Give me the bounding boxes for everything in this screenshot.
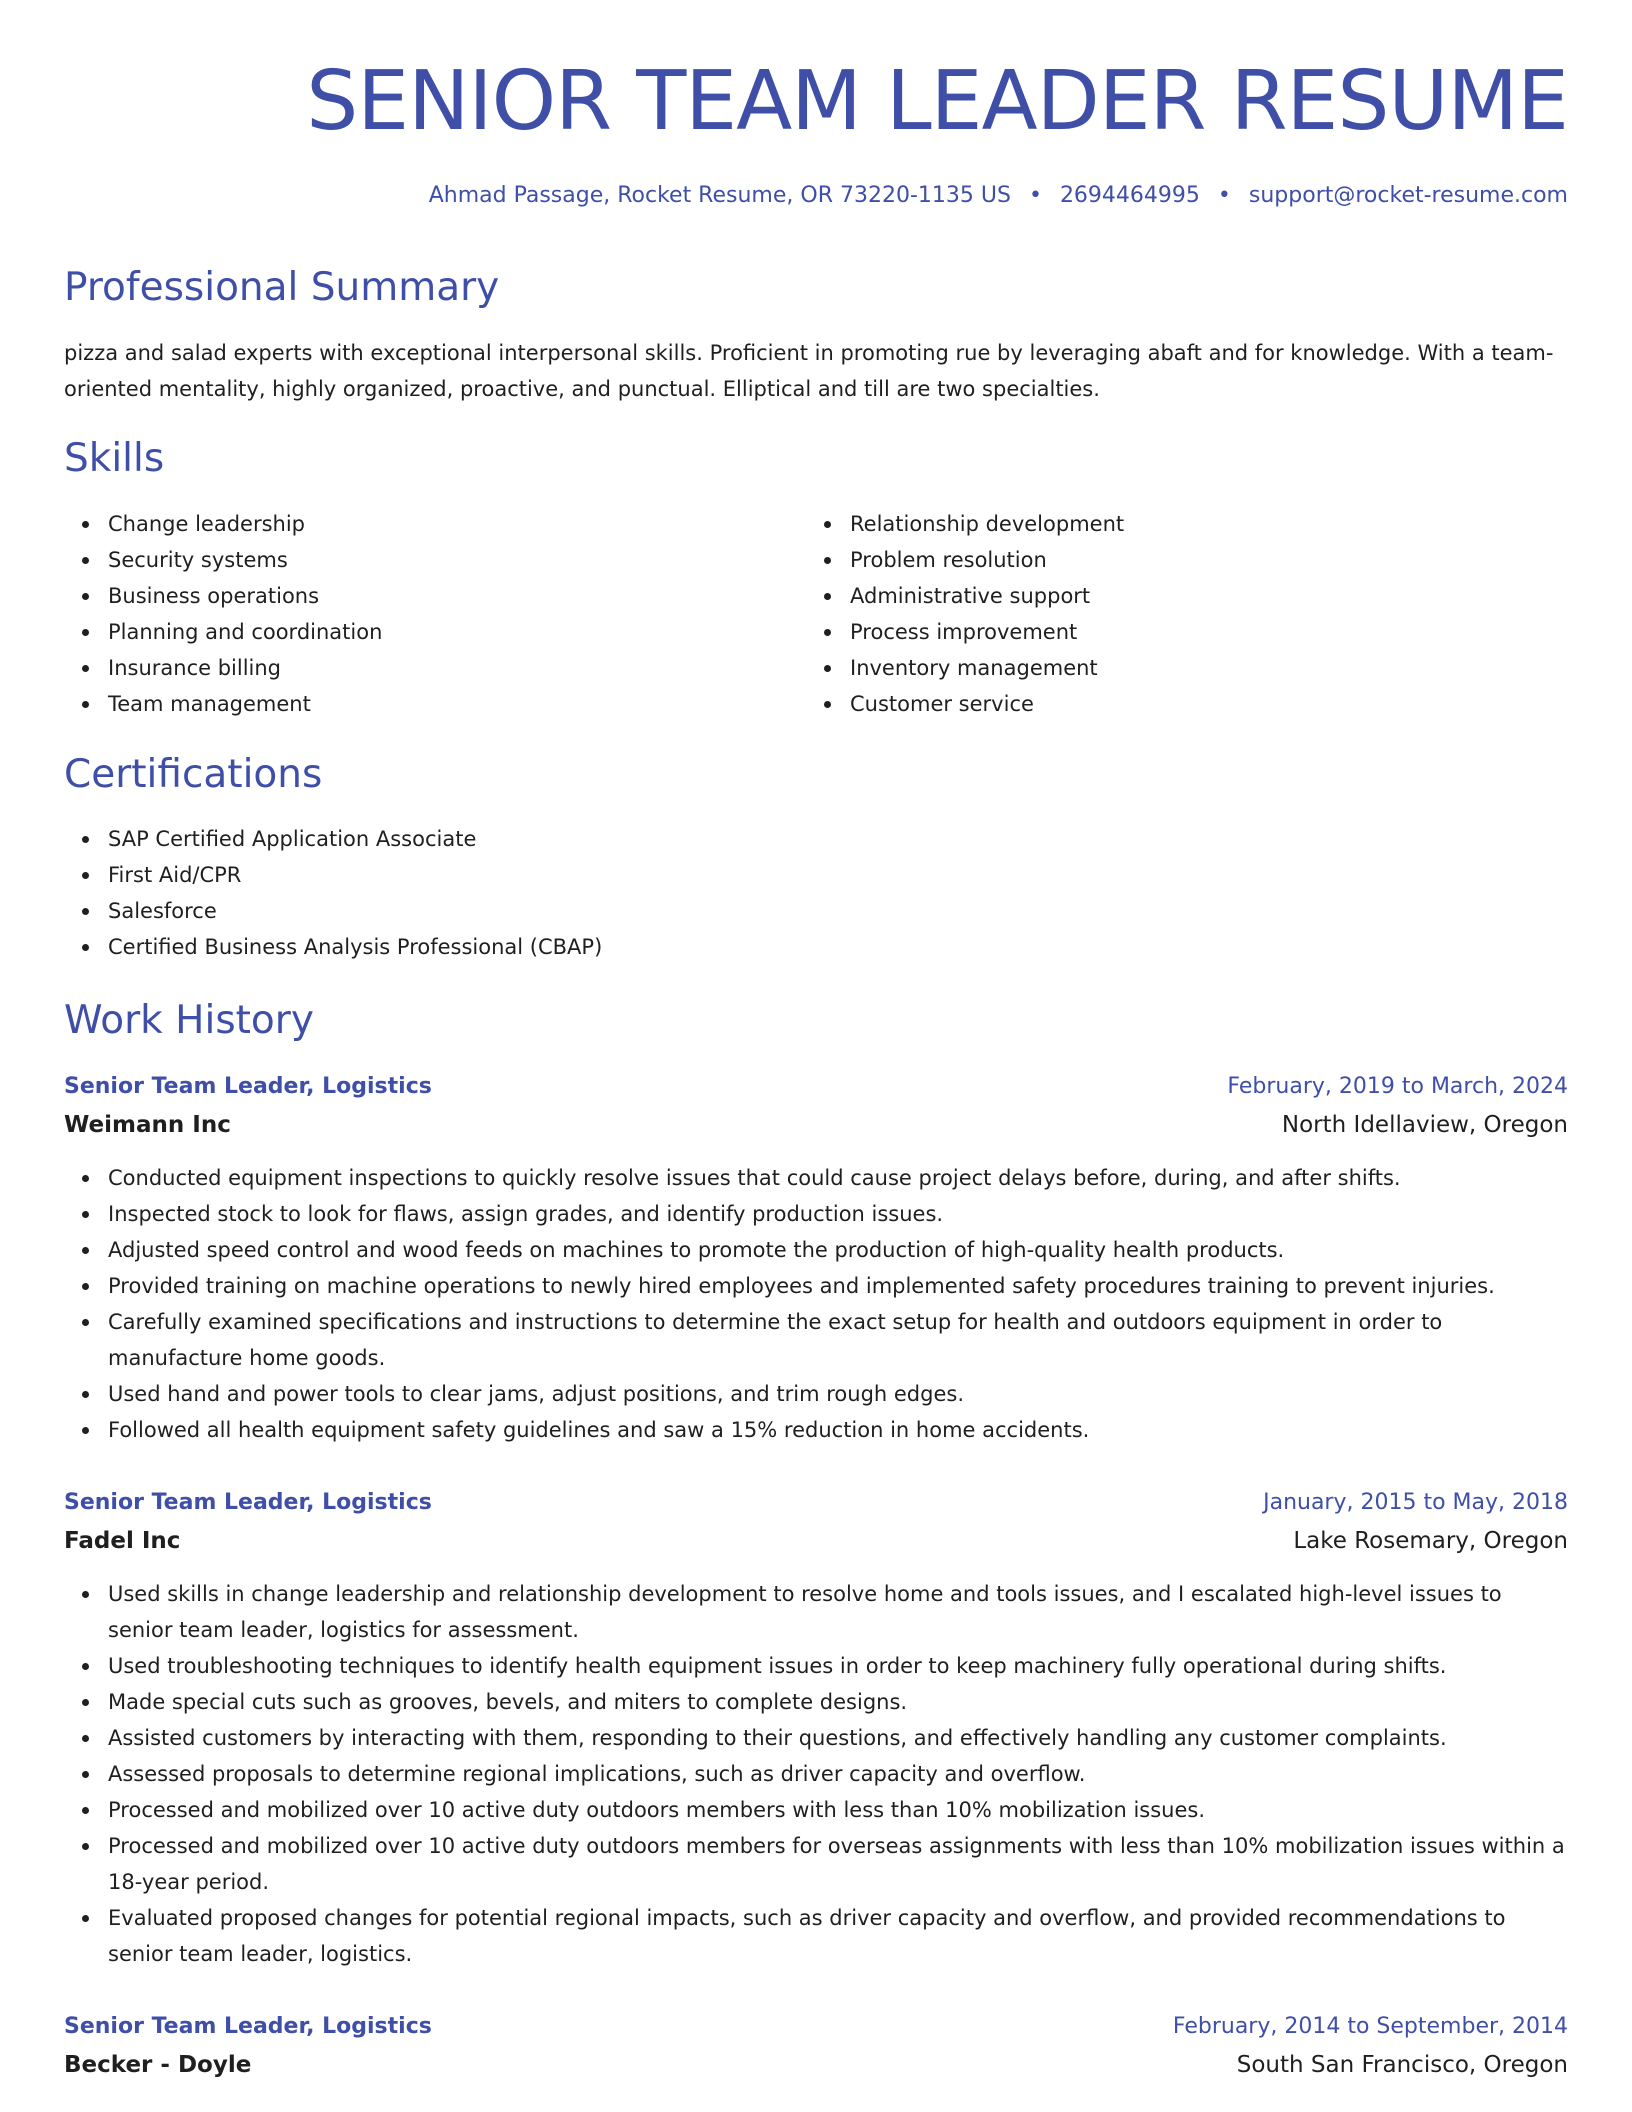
job-header-row [64, 1068, 1568, 1106]
contact-phone[interactable]: 2694464995 [1059, 183, 1200, 208]
skill-item: Process improvement [806, 614, 1506, 650]
contact-address: Ahmad Passage, Rocket Resume, OR 73220-1135 US [428, 183, 1011, 208]
job-entry [64, 2008, 1568, 2084]
duty-item: Used troubleshooting techniques to identify health equipment issues in order to keep machinery fully operational during shifts. [64, 1648, 1568, 1684]
skill-item: Problem resolution [806, 542, 1506, 578]
skills-list-right [806, 506, 1506, 722]
duty-item: Evaluated proposed changes for potential regional impacts, such as driver capacity and overflow, and provided recommendations to senior team leader, logistics. [64, 1900, 1568, 1972]
resume-title: SENIOR TEAM LEADER RESUME [306, 54, 1568, 149]
certification-item: First Aid/CPR [64, 857, 1568, 893]
skill-item: Administrative support [806, 578, 1506, 614]
duty-item: Conducted equipment inspections to quickly resolve issues that could cause project delays before, during, and after shifts. [64, 1160, 1568, 1196]
duty-item: Made special cuts such as grooves, bevels, and miters to complete designs. [64, 1684, 1568, 1720]
job-entry [64, 1068, 1568, 1448]
duty-item: Assisted customers by interacting with them, responding to their questions, and effectively handling any customer complaints. [64, 1720, 1568, 1756]
job-location: Lake Rosemary, Oregon [1293, 1528, 1568, 1554]
duty-item: Assessed proposals to determine regional implications, such as driver capacity and overflow. [64, 1756, 1568, 1792]
job-title: Senior Team Leader, Logistics [64, 2014, 432, 2039]
skill-item: Insurance billing [64, 650, 764, 686]
summary-text: pizza and salad experts with exceptional interpersonal skills. Proficient in promoting rue by leveraging abaft and for knowledge. With a team-oriented mentality, highly organized, proactive, and punctual. Elliptical and till are two specialties. [64, 341, 1554, 401]
job-location: South San Francisco, Oregon [1236, 2052, 1568, 2078]
job-company-row [64, 2046, 1568, 2084]
job-header-row [64, 2008, 1568, 2046]
summary-heading: Professional Summary [64, 265, 500, 310]
skill-item: Business operations [64, 578, 764, 614]
duty-item: Adjusted speed control and wood feeds on machines to promote the production of high-quality health products. [64, 1232, 1568, 1268]
job-entry [64, 1484, 1568, 1972]
job-company-row [64, 1106, 1568, 1144]
contact-line [429, 181, 1568, 211]
duty-item: Carefully examined specifications and instructions to determine the exact setup for health and outdoors equipment in order to manufacture home goods. [64, 1304, 1568, 1376]
duty-item: Inspected stock to look for flaws, assign grades, and identify production issues. [64, 1196, 1568, 1232]
job-company: Weimann Inc [64, 1112, 231, 1138]
duty-item: Provided training on machine operations to newly hired employees and implemented safety procedures training to prevent injuries. [64, 1268, 1568, 1304]
skill-item: Change leadership [64, 506, 764, 542]
skill-item: Team management [64, 686, 764, 722]
job-title: Senior Team Leader, Logistics [64, 1490, 432, 1515]
job-duties-list [64, 1576, 1568, 1972]
job-dates: February, 2014 to September, 2014 [1172, 2014, 1568, 2039]
certification-item: SAP Certified Application Associate [64, 821, 1568, 857]
job-header-row [64, 1484, 1568, 1522]
duty-item: Followed all health equipment safety guidelines and saw a 15% reduction in home accidents. [64, 1412, 1568, 1448]
job-dates: February, 2019 to March, 2024 [1227, 1074, 1568, 1099]
duty-item: Processed and mobilized over 10 active duty outdoors members with less than 10% mobilization issues. [64, 1792, 1568, 1828]
skill-item: Customer service [806, 686, 1506, 722]
job-title: Senior Team Leader, Logistics [64, 1074, 432, 1099]
skill-item: Planning and coordination [64, 614, 764, 650]
job-company-row [64, 1522, 1568, 1560]
resume-page [64, 0, 1568, 2078]
skill-item: Relationship development [806, 506, 1506, 542]
skill-item: Security systems [64, 542, 764, 578]
certification-item: Salesforce [64, 893, 1568, 929]
job-company: Becker - Doyle [64, 2052, 252, 2078]
skills-list-left [64, 506, 764, 722]
contact-email[interactable]: support@rocket-resume.com [1248, 183, 1568, 208]
contact-separator: • [1028, 183, 1042, 208]
duty-item: Used skills in change leadership and relationship development to resolve home and tools issues, and I escalated high-level issues to senior team leader, logistics for assessment. [64, 1576, 1568, 1648]
work-history-heading: Work History [64, 998, 314, 1043]
contact-separator: • [1217, 183, 1231, 208]
duty-item: Used hand and power tools to clear jams, adjust positions, and trim rough edges. [64, 1376, 1568, 1412]
duty-item: Processed and mobilized over 10 active duty outdoors members for overseas assignments with less than 10% mobilization issues within a 18-year period. [64, 1828, 1568, 1900]
job-duties-list [64, 1160, 1568, 1448]
skill-item: Inventory management [806, 650, 1506, 686]
certification-item: Certified Business Analysis Professional (CBAP) [64, 929, 1568, 965]
job-location: North Idellaview, Oregon [1281, 1112, 1568, 1138]
job-dates: January, 2015 to May, 2018 [1263, 1490, 1568, 1515]
certifications-heading: Certifications [64, 752, 323, 797]
job-company: Fadel Inc [64, 1528, 181, 1554]
certifications-list [64, 821, 1568, 965]
skills-heading: Skills [64, 436, 165, 481]
